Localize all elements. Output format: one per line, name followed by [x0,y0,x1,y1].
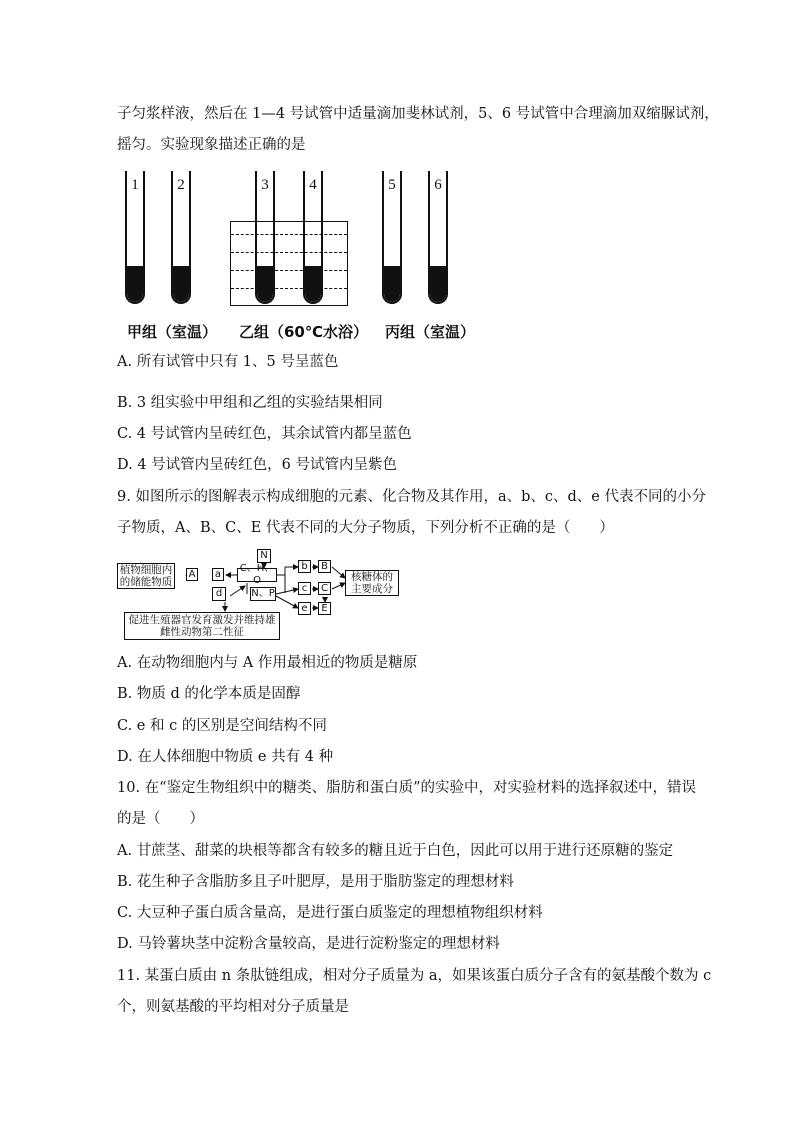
q8-option-d: D. 4 号试管内呈砖红色，6 号试管内呈紫色 [117,457,397,473]
group-label-yi: 乙组（60℃水浴） [239,323,369,341]
node-d: d [212,587,226,601]
node-NP: N、P [251,588,275,599]
node-cho: C、H、O [237,568,277,582]
q10-option-b: B. 花生种子含脂肪多且子叶肥厚，是用于脂肪鉴定的理想材料 [117,874,514,890]
q8-option-a: A. 所有试管中只有 1、5 号呈蓝色 [117,354,339,370]
q9-stem: 子物质，A、B、C、E 代表不同的大分子物质，下列分析不正确的是（ ） [117,520,614,536]
group-label-jia: 甲组（室温） [127,323,218,341]
node-E: E [318,602,331,615]
node-C: C [318,582,331,595]
storage-substance-box: 植物细胞内的储能物质 [117,563,175,589]
q9-option-c: C. e 和 c 的区别是空间结构不同 [117,718,327,734]
node-e: e [298,602,311,615]
q8-option-b: B. 3 组实验中甲组和乙组的实验结果相同 [117,395,383,411]
q10-stem: 的是（ ） [117,811,204,827]
node-c: c [298,582,311,595]
q9-stem: 9. 如图所示的图解表示构成细胞的元素、化合物及其作用，a、b、c、d、e 代表不同的小分 [117,489,706,505]
group-label-bing: 丙组（室温） [385,323,476,341]
q10-stem: 10. 在“鉴定生物组织中的糖类、脂肪和蛋白质”的实验中，对实验材料的选择叙述中，错误 [117,780,696,796]
q9-option-d: D. 在人体细胞中物质 e 共有 4 种 [117,749,334,765]
node-B: B [318,560,331,573]
tube-number: 3 [261,177,269,193]
node-N: N [257,549,271,563]
ribosome-component-box: 核糖体的主要成分 [345,570,399,596]
q11-stem: 11. 某蛋白质由 n 条肽链组成，相对分子质量为 a，如果该蛋白质分子含有的氨基酸个数为 c [117,968,712,984]
tube-number: 6 [434,177,442,193]
tube-number: 2 [177,177,185,193]
q9-option-a: A. 在动物细胞内与 A 作用最相近的物质是糖原 [117,655,418,671]
q10-option-c: C. 大豆种子蛋白质含量高，是进行蛋白质鉴定的理想植物组织材料 [117,905,543,921]
tube-number: 1 [131,177,139,193]
node-a: a [212,568,224,581]
tube-number: 5 [388,177,396,193]
text-line: 子匀浆样液，然后在 1—4 号试管中适量滴加斐林试剂，5、6 号试管中合理滴加双缩脲试剂， [117,106,719,122]
q11-stem: 个，则氨基酸的平均相对分子质量是 [117,999,349,1015]
q9-option-b: B. 物质 d 的化学本质是固醇 [117,686,301,702]
node-b: b [298,560,311,573]
text-line: 摇匀。实验现象描述正确的是 [117,137,306,153]
q10-option-a: A. 甘蔗茎、甜菜的块根等都含有较多的糖且近于白色，因此可以用于进行还原糖的鉴定 [117,843,674,859]
hormone-function-box: 促进生殖器官发育激发并维持雄雌性动物第二性征 [124,612,280,640]
q8-option-c: C. 4 号试管内呈砖红色，其余试管内都呈蓝色 [117,426,412,442]
q10-option-d: D. 马铃薯块茎中淀粉含量较高，是进行淀粉鉴定的理想材料 [117,936,500,952]
node-A: A [186,568,198,581]
tube-number: 4 [309,177,317,193]
